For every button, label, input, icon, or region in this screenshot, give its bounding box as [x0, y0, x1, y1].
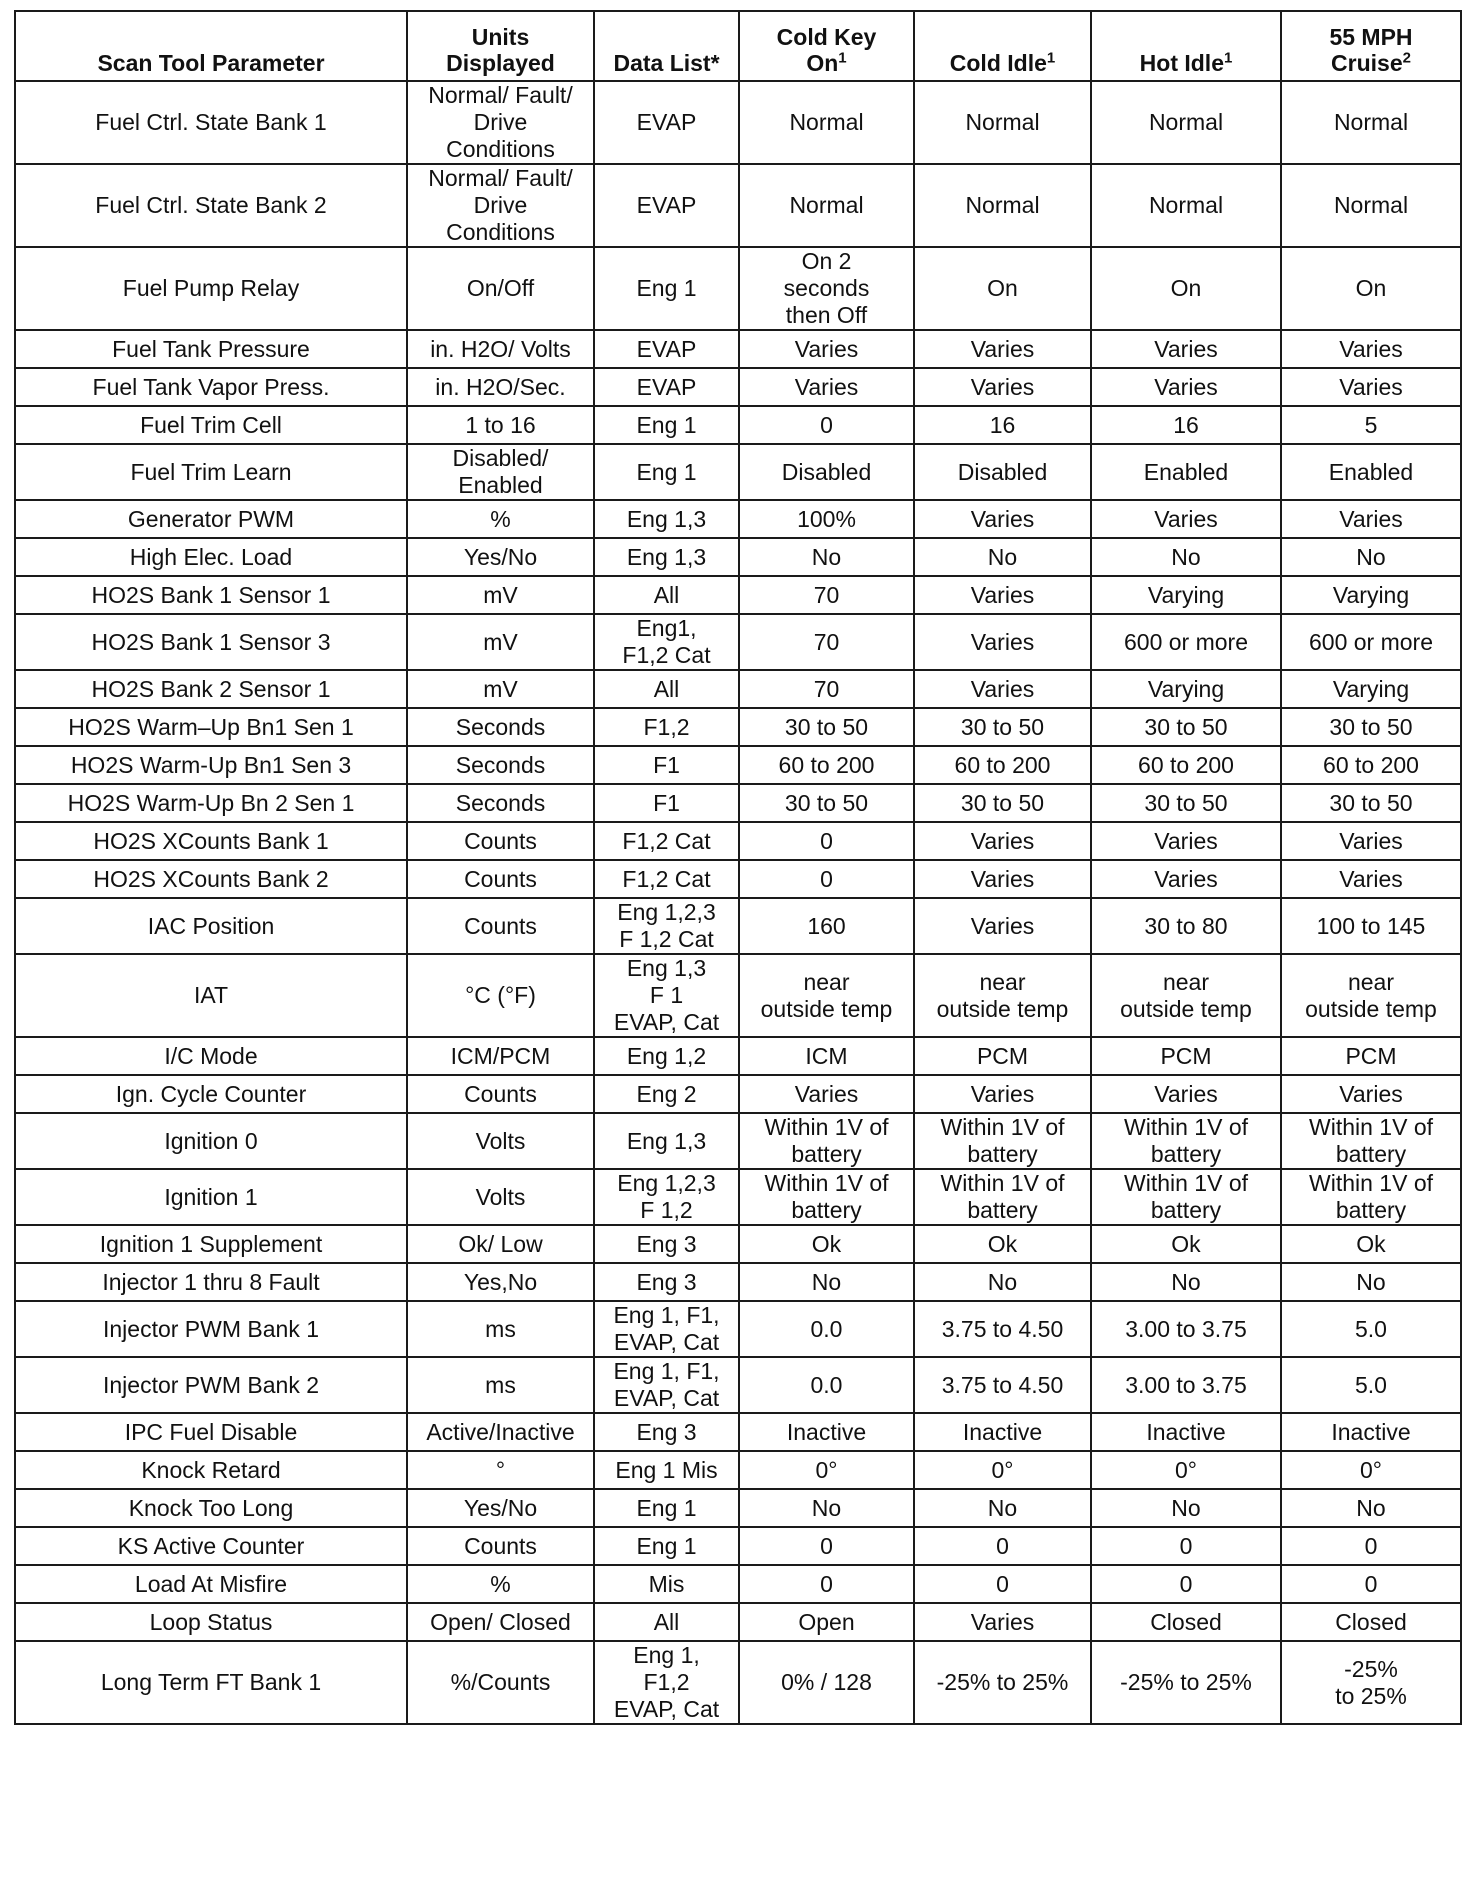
table-row	[15, 670, 1461, 708]
parameter-cell: Ign. Cycle Counter	[15, 1075, 407, 1113]
table-row	[15, 500, 1461, 538]
cold-idle-cell: 3.75 to 4.50	[914, 1301, 1091, 1357]
data-list-cell: Eng 2	[594, 1075, 739, 1113]
table-row	[15, 1169, 1461, 1225]
data-list-cell: Eng 1,3	[594, 500, 739, 538]
parameter-cell: Ignition 1	[15, 1169, 407, 1225]
units-cell: °C (°F)	[407, 954, 594, 1037]
hot-idle-cell: 0	[1091, 1565, 1281, 1603]
cold-idle-cell: No	[914, 538, 1091, 576]
cold-key-on-cell: Within 1V of battery	[739, 1113, 914, 1169]
cruise-cell: Within 1V of battery	[1281, 1113, 1461, 1169]
cold-idle-cell: Varies	[914, 1603, 1091, 1641]
table-row	[15, 746, 1461, 784]
parameter-cell: Knock Too Long	[15, 1489, 407, 1527]
units-cell: On/Off	[407, 247, 594, 330]
data-list-cell: Eng 1,3	[594, 538, 739, 576]
hot-idle-cell: Normal	[1091, 164, 1281, 247]
hot-idle-cell: 16	[1091, 406, 1281, 444]
cold-key-on-cell: Varies	[739, 330, 914, 368]
cold-idle-cell: Varies	[914, 614, 1091, 670]
parameter-cell: Long Term FT Bank 1	[15, 1641, 407, 1724]
column-header: Hot Idle$^1$	[1091, 11, 1281, 81]
cruise-cell: Varies	[1281, 500, 1461, 538]
parameter-cell: Injector PWM Bank 2	[15, 1357, 407, 1413]
data-list-cell: Eng 1	[594, 406, 739, 444]
hot-idle-cell: Inactive	[1091, 1413, 1281, 1451]
parameter-cell: IAT	[15, 954, 407, 1037]
cold-idle-cell: 30 to 50	[914, 708, 1091, 746]
table-row	[15, 1037, 1461, 1075]
data-list-cell: Eng 1	[594, 444, 739, 500]
scan-tool-parameter-table	[14, 10, 1462, 1725]
table-row	[15, 330, 1461, 368]
data-list-cell: F1	[594, 746, 739, 784]
data-list-cell: EVAP	[594, 81, 739, 164]
parameter-cell: High Elec. Load	[15, 538, 407, 576]
units-cell: ICM/PCM	[407, 1037, 594, 1075]
cold-idle-cell: Varies	[914, 822, 1091, 860]
cruise-cell: 600 or more	[1281, 614, 1461, 670]
table-row	[15, 1225, 1461, 1263]
parameter-cell: HO2S Bank 1 Sensor 3	[15, 614, 407, 670]
hot-idle-cell: Ok	[1091, 1225, 1281, 1263]
cold-idle-cell: Varies	[914, 500, 1091, 538]
table-row	[15, 406, 1461, 444]
cruise-cell: -25% to 25%	[1281, 1641, 1461, 1724]
table-row	[15, 538, 1461, 576]
table-row	[15, 1603, 1461, 1641]
parameter-cell: Knock Retard	[15, 1451, 407, 1489]
parameter-cell: Ignition 1 Supplement	[15, 1225, 407, 1263]
table-row	[15, 1263, 1461, 1301]
cold-idle-cell: Normal	[914, 164, 1091, 247]
cold-idle-cell: near outside temp	[914, 954, 1091, 1037]
parameter-cell: IAC Position	[15, 898, 407, 954]
cold-idle-cell: 16	[914, 406, 1091, 444]
table-row	[15, 614, 1461, 670]
cruise-cell: Within 1V of battery	[1281, 1169, 1461, 1225]
units-cell: ms	[407, 1357, 594, 1413]
table-row	[15, 1489, 1461, 1527]
units-cell: in. H2O/ Volts	[407, 330, 594, 368]
hot-idle-cell: 0°	[1091, 1451, 1281, 1489]
table-row	[15, 822, 1461, 860]
data-list-cell: F1,2	[594, 708, 739, 746]
cold-key-on-cell: Ok	[739, 1225, 914, 1263]
table-row	[15, 1413, 1461, 1451]
cold-idle-cell: Varies	[914, 860, 1091, 898]
cold-key-on-cell: Disabled	[739, 444, 914, 500]
hot-idle-cell: Varies	[1091, 368, 1281, 406]
cold-idle-cell: 3.75 to 4.50	[914, 1357, 1091, 1413]
cold-key-on-cell: 160	[739, 898, 914, 954]
hot-idle-cell: 3.00 to 3.75	[1091, 1301, 1281, 1357]
cold-idle-cell: No	[914, 1489, 1091, 1527]
units-cell: Volts	[407, 1113, 594, 1169]
units-cell: Seconds	[407, 746, 594, 784]
cold-idle-cell: Varies	[914, 368, 1091, 406]
table-row	[15, 708, 1461, 746]
data-list-cell: Mis	[594, 1565, 739, 1603]
header-row	[15, 11, 1461, 81]
cold-idle-cell: 0	[914, 1565, 1091, 1603]
cruise-cell: 100 to 145	[1281, 898, 1461, 954]
cold-key-on-cell: 0	[739, 1527, 914, 1565]
cruise-cell: Normal	[1281, 81, 1461, 164]
parameter-cell: Fuel Trim Learn	[15, 444, 407, 500]
parameter-cell: Fuel Ctrl. State Bank 1	[15, 81, 407, 164]
cold-idle-cell: Within 1V of battery	[914, 1169, 1091, 1225]
parameter-cell: Fuel Trim Cell	[15, 406, 407, 444]
footnote-marker: 1	[838, 49, 847, 67]
cruise-cell: Varies	[1281, 860, 1461, 898]
data-list-cell: Eng 1,3	[594, 1113, 739, 1169]
units-cell: Counts	[407, 1527, 594, 1565]
cold-key-on-cell: 100%	[739, 500, 914, 538]
cruise-cell: No	[1281, 1263, 1461, 1301]
parameter-cell: Load At Misfire	[15, 1565, 407, 1603]
data-list-cell: F1,2 Cat	[594, 822, 739, 860]
column-header: Scan Tool Parameter	[15, 11, 407, 81]
cold-idle-cell: Inactive	[914, 1413, 1091, 1451]
cold-idle-cell: Varies	[914, 330, 1091, 368]
hot-idle-cell: PCM	[1091, 1037, 1281, 1075]
table-row	[15, 1451, 1461, 1489]
parameter-cell: HO2S Warm-Up Bn 2 Sen 1	[15, 784, 407, 822]
column-header: Data List*	[594, 11, 739, 81]
units-cell: Counts	[407, 822, 594, 860]
cold-key-on-cell: near outside temp	[739, 954, 914, 1037]
cruise-cell: Inactive	[1281, 1413, 1461, 1451]
parameter-cell: Fuel Tank Vapor Press.	[15, 368, 407, 406]
units-cell: Volts	[407, 1169, 594, 1225]
data-list-cell: Eng1, F1,2 Cat	[594, 614, 739, 670]
parameter-cell: Fuel Pump Relay	[15, 247, 407, 330]
data-list-cell: Eng 3	[594, 1225, 739, 1263]
units-cell: mV	[407, 576, 594, 614]
units-cell: mV	[407, 670, 594, 708]
cold-key-on-cell: 0°	[739, 1451, 914, 1489]
cold-idle-cell: On	[914, 247, 1091, 330]
table-row	[15, 1301, 1461, 1357]
parameter-cell: Generator PWM	[15, 500, 407, 538]
units-cell: %	[407, 500, 594, 538]
table-row	[15, 1527, 1461, 1565]
hot-idle-cell: Varying	[1091, 576, 1281, 614]
table-row	[15, 1357, 1461, 1413]
hot-idle-cell: No	[1091, 1263, 1281, 1301]
cruise-cell: Normal	[1281, 164, 1461, 247]
hot-idle-cell: Varies	[1091, 330, 1281, 368]
parameter-cell: Ignition 0	[15, 1113, 407, 1169]
table-row	[15, 784, 1461, 822]
hot-idle-cell: 30 to 80	[1091, 898, 1281, 954]
units-cell: %/Counts	[407, 1641, 594, 1724]
parameter-cell: HO2S XCounts Bank 2	[15, 860, 407, 898]
cold-idle-cell: 0	[914, 1527, 1091, 1565]
cold-key-on-cell: 70	[739, 576, 914, 614]
hot-idle-cell: Varies	[1091, 1075, 1281, 1113]
table-row	[15, 247, 1461, 330]
cold-idle-cell: Within 1V of battery	[914, 1113, 1091, 1169]
cold-idle-cell: No	[914, 1263, 1091, 1301]
cold-key-on-cell: On 2 seconds then Off	[739, 247, 914, 330]
data-list-cell: Eng 1,2	[594, 1037, 739, 1075]
table-row	[15, 368, 1461, 406]
parameter-cell: HO2S Bank 2 Sensor 1	[15, 670, 407, 708]
cold-idle-cell: Ok	[914, 1225, 1091, 1263]
parameter-cell: HO2S Warm–Up Bn1 Sen 1	[15, 708, 407, 746]
cold-idle-cell: Varies	[914, 576, 1091, 614]
cold-key-on-cell: Inactive	[739, 1413, 914, 1451]
cold-key-on-cell: 60 to 200	[739, 746, 914, 784]
table-row	[15, 1113, 1461, 1169]
parameter-cell: Fuel Tank Pressure	[15, 330, 407, 368]
table-row	[15, 1641, 1461, 1724]
units-cell: Normal/ Fault/ Drive Conditions	[407, 164, 594, 247]
table-row	[15, 860, 1461, 898]
table-row	[15, 1075, 1461, 1113]
data-list-cell: Eng 1	[594, 247, 739, 330]
cruise-cell: 60 to 200	[1281, 746, 1461, 784]
data-list-cell: EVAP	[594, 368, 739, 406]
parameter-cell: Fuel Ctrl. State Bank 2	[15, 164, 407, 247]
cold-idle-cell: Varies	[914, 1075, 1091, 1113]
parameter-cell: HO2S XCounts Bank 1	[15, 822, 407, 860]
units-cell: Counts	[407, 898, 594, 954]
units-cell: Yes/No	[407, 1489, 594, 1527]
data-list-cell: Eng 1	[594, 1489, 739, 1527]
hot-idle-cell: On	[1091, 247, 1281, 330]
data-list-cell: Eng 1,3 F 1 EVAP, Cat	[594, 954, 739, 1037]
hot-idle-cell: Enabled	[1091, 444, 1281, 500]
units-cell: °	[407, 1451, 594, 1489]
hot-idle-cell: 60 to 200	[1091, 746, 1281, 784]
cruise-cell: PCM	[1281, 1037, 1461, 1075]
cold-key-on-cell: Normal	[739, 81, 914, 164]
cold-key-on-cell: 70	[739, 670, 914, 708]
cold-key-on-cell: 0	[739, 1565, 914, 1603]
table-body	[15, 81, 1461, 1724]
cruise-cell: Varies	[1281, 368, 1461, 406]
units-cell: Yes,No	[407, 1263, 594, 1301]
cold-key-on-cell: No	[739, 1489, 914, 1527]
units-cell: Counts	[407, 1075, 594, 1113]
parameter-cell: HO2S Warm-Up Bn1 Sen 3	[15, 746, 407, 784]
table-row	[15, 954, 1461, 1037]
data-list-cell: F1,2 Cat	[594, 860, 739, 898]
cold-idle-cell: Varies	[914, 670, 1091, 708]
hot-idle-cell: 30 to 50	[1091, 708, 1281, 746]
cold-key-on-cell: 30 to 50	[739, 708, 914, 746]
cruise-cell: 0	[1281, 1565, 1461, 1603]
table-row	[15, 444, 1461, 500]
data-list-cell: Eng 3	[594, 1263, 739, 1301]
units-cell: ms	[407, 1301, 594, 1357]
data-list-cell: Eng 3	[594, 1413, 739, 1451]
cold-key-on-cell: Varies	[739, 368, 914, 406]
hot-idle-cell: 600 or more	[1091, 614, 1281, 670]
units-cell: Seconds	[407, 708, 594, 746]
cold-idle-cell: Disabled	[914, 444, 1091, 500]
cold-key-on-cell: Normal	[739, 164, 914, 247]
cruise-cell: Varies	[1281, 1075, 1461, 1113]
hot-idle-cell: Varies	[1091, 822, 1281, 860]
table-row	[15, 576, 1461, 614]
parameter-cell: I/C Mode	[15, 1037, 407, 1075]
cruise-cell: Varies	[1281, 822, 1461, 860]
hot-idle-cell: Varying	[1091, 670, 1281, 708]
cold-idle-cell: 60 to 200	[914, 746, 1091, 784]
data-list-cell: All	[594, 1603, 739, 1641]
column-header: Cold Key On$^1$	[739, 11, 914, 81]
cold-key-on-cell: 30 to 50	[739, 784, 914, 822]
table-row	[15, 164, 1461, 247]
hot-idle-cell: Within 1V of battery	[1091, 1113, 1281, 1169]
cruise-cell: 30 to 50	[1281, 784, 1461, 822]
hot-idle-cell: Normal	[1091, 81, 1281, 164]
units-cell: Yes/No	[407, 538, 594, 576]
table-row	[15, 898, 1461, 954]
units-cell: Counts	[407, 860, 594, 898]
cold-key-on-cell: Within 1V of battery	[739, 1169, 914, 1225]
cold-idle-cell: Varies	[914, 898, 1091, 954]
cruise-cell: near outside temp	[1281, 954, 1461, 1037]
cold-key-on-cell: 0% / 128	[739, 1641, 914, 1724]
cruise-cell: 30 to 50	[1281, 708, 1461, 746]
hot-idle-cell: No	[1091, 1489, 1281, 1527]
cold-idle-cell: 30 to 50	[914, 784, 1091, 822]
cold-key-on-cell: Open	[739, 1603, 914, 1641]
cold-key-on-cell: 0	[739, 406, 914, 444]
data-list-cell: EVAP	[594, 164, 739, 247]
data-list-cell: All	[594, 576, 739, 614]
footnote-marker: 1	[1224, 49, 1233, 67]
data-list-cell: Eng 1,2,3 F 1,2 Cat	[594, 898, 739, 954]
hot-idle-cell: -25% to 25%	[1091, 1641, 1281, 1724]
hot-idle-cell: Varies	[1091, 860, 1281, 898]
cold-key-on-cell: 0.0	[739, 1301, 914, 1357]
footnote-marker: 1	[1046, 49, 1056, 67]
cold-idle-cell: Normal	[914, 81, 1091, 164]
page	[14, 10, 1460, 1725]
cruise-cell: 0	[1281, 1527, 1461, 1565]
cold-key-on-cell: Varies	[739, 1075, 914, 1113]
cruise-cell: Closed	[1281, 1603, 1461, 1641]
cruise-cell: Varying	[1281, 670, 1461, 708]
column-header: Cold Idle$^1$	[914, 11, 1091, 81]
table-row	[15, 1565, 1461, 1603]
cold-key-on-cell: No	[739, 1263, 914, 1301]
data-list-cell: Eng 1,2,3 F 1,2	[594, 1169, 739, 1225]
units-cell: mV	[407, 614, 594, 670]
hot-idle-cell: 0	[1091, 1527, 1281, 1565]
cold-idle-cell: -25% to 25%	[914, 1641, 1091, 1724]
units-cell: Active/Inactive	[407, 1413, 594, 1451]
hot-idle-cell: Closed	[1091, 1603, 1281, 1641]
units-cell: 1 to 16	[407, 406, 594, 444]
units-cell: Disabled/ Enabled	[407, 444, 594, 500]
cruise-cell: No	[1281, 1489, 1461, 1527]
parameter-cell: IPC Fuel Disable	[15, 1413, 407, 1451]
table-row	[15, 81, 1461, 164]
hot-idle-cell: Within 1V of battery	[1091, 1169, 1281, 1225]
hot-idle-cell: Varies	[1091, 500, 1281, 538]
units-cell: Ok/ Low	[407, 1225, 594, 1263]
cold-key-on-cell: ICM	[739, 1037, 914, 1075]
data-list-cell: Eng 1, F1, EVAP, Cat	[594, 1357, 739, 1413]
cold-key-on-cell: 70	[739, 614, 914, 670]
column-header: Units Displayed	[407, 11, 594, 81]
cruise-cell: Enabled	[1281, 444, 1461, 500]
parameter-cell: HO2S Bank 1 Sensor 1	[15, 576, 407, 614]
cruise-cell: Varies	[1281, 330, 1461, 368]
data-list-cell: EVAP	[594, 330, 739, 368]
cold-key-on-cell: 0.0	[739, 1357, 914, 1413]
hot-idle-cell: No	[1091, 538, 1281, 576]
data-list-cell: Eng 1	[594, 1527, 739, 1565]
cold-idle-cell: PCM	[914, 1037, 1091, 1075]
data-list-cell: Eng 1, F1,2 EVAP, Cat	[594, 1641, 739, 1724]
cruise-cell: Varying	[1281, 576, 1461, 614]
footnote-marker: 2	[1402, 49, 1411, 67]
cold-key-on-cell: 0	[739, 822, 914, 860]
column-header: 55 MPH Cruise$^2$	[1281, 11, 1461, 81]
cruise-cell: No	[1281, 538, 1461, 576]
units-cell: Normal/ Fault/ Drive Conditions	[407, 81, 594, 164]
cruise-cell: 5	[1281, 406, 1461, 444]
cold-key-on-cell: No	[739, 538, 914, 576]
hot-idle-cell: near outside temp	[1091, 954, 1281, 1037]
parameter-cell: Injector PWM Bank 1	[15, 1301, 407, 1357]
data-list-cell: All	[594, 670, 739, 708]
units-cell: %	[407, 1565, 594, 1603]
parameter-cell: KS Active Counter	[15, 1527, 407, 1565]
hot-idle-cell: 3.00 to 3.75	[1091, 1357, 1281, 1413]
data-list-cell: F1	[594, 784, 739, 822]
cruise-cell: On	[1281, 247, 1461, 330]
units-cell: Seconds	[407, 784, 594, 822]
units-cell: in. H2O/Sec.	[407, 368, 594, 406]
cruise-cell: 0°	[1281, 1451, 1461, 1489]
units-cell: Open/ Closed	[407, 1603, 594, 1641]
cruise-cell: 5.0	[1281, 1301, 1461, 1357]
parameter-cell: Loop Status	[15, 1603, 407, 1641]
cold-key-on-cell: 0	[739, 860, 914, 898]
data-list-cell: Eng 1 Mis	[594, 1451, 739, 1489]
cold-idle-cell: 0°	[914, 1451, 1091, 1489]
hot-idle-cell: 30 to 50	[1091, 784, 1281, 822]
cruise-cell: 5.0	[1281, 1357, 1461, 1413]
data-list-cell: Eng 1, F1, EVAP, Cat	[594, 1301, 739, 1357]
cruise-cell: Ok	[1281, 1225, 1461, 1263]
parameter-cell: Injector 1 thru 8 Fault	[15, 1263, 407, 1301]
